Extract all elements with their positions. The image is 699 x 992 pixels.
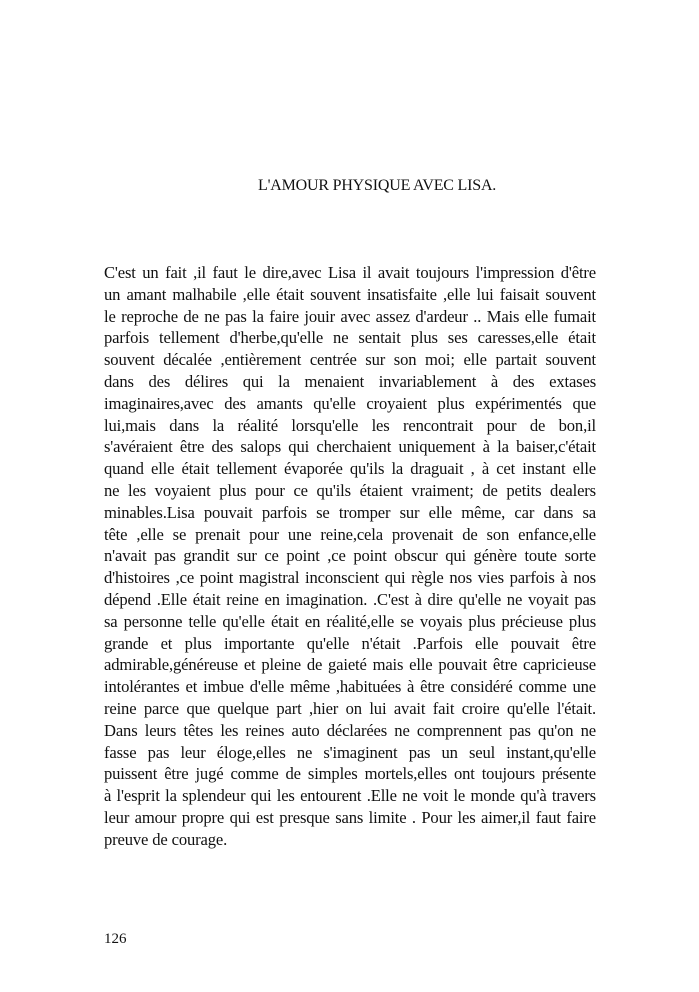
text-line: à l'esprit la splendeur qui les entourent .Elle ne voit le monde qu'à travers: [104, 786, 596, 806]
text-line: reine parce que quelque part ,hier on lui avait fait croire qu'elle l'était.: [104, 698, 596, 718]
text-line: le reproche de ne pas la faire jouir avec assez d'ardeur .. Mais elle fumait: [104, 306, 596, 326]
text-line: dans des délires qui la menaient invariablement à des extases: [104, 371, 596, 391]
text-line: dépend .Elle était reine en imagination. .C'est à dire qu'elle ne voyait pas: [104, 589, 596, 609]
text-line: parfois tellement d'herbe,qu'elle ne sentait plus ses caresses,elle était: [104, 328, 596, 348]
text-line: fasse pas leur éloge,elles ne s'imaginent pas un seul instant,qu'elle: [104, 742, 596, 762]
text-line: d'histoires ,ce point magistral inconscient qui règle nos vies parfois à nos: [104, 568, 596, 588]
text-line: ne les voyaient plus pour ce qu'ils étaient vraiment; de petits dealers: [104, 480, 596, 500]
chapter-title: L'AMOUR PHYSIQUE AVEC LISA.: [258, 177, 497, 194]
text-line: leur amour propre qui est presque sans limite . Pour les aimer,il faut faire: [104, 807, 596, 827]
text-line: n'avait pas grandit sur ce point ,ce point obscur qui génère toute sorte: [104, 546, 596, 566]
body-text: [104, 262, 596, 851]
text-line: preuve de courage.: [104, 829, 228, 849]
text-line: un amant malhabile ,elle était souvent insatisfaite ,elle lui faisait souvent: [104, 284, 596, 304]
text-line: quand elle était tellement évaporée qu'ils la draguait , à cet instant elle: [104, 459, 596, 479]
text-line: minables.Lisa pouvait parfois se tromper sur elle même, car dans sa: [104, 502, 596, 522]
text-line: C'est un fait ,il faut le dire,avec Lisa il avait toujours l'impression d'être: [104, 263, 596, 282]
text-line: intolérantes et imbue d'elle même ,habituées à être considéré comme une: [104, 677, 596, 697]
text-line: tête ,elle se prenait pour une reine,cela provenait de son enfance,elle: [104, 524, 596, 544]
text-line: sa personne telle qu'elle était en réalité,elle se voyais plus précieuse plus: [104, 611, 596, 631]
text-line: imaginaires,avec des amants qu'elle croyaient plus expérimentés que: [104, 393, 596, 413]
text-line: lui,mais dans la réalité lorsqu'elle les rencontrait pour de bon,il: [104, 415, 596, 435]
text-line: puissent être jugé comme de simples mortels,elles ont toujours présente: [104, 764, 596, 784]
page-number: 126: [104, 931, 127, 947]
text-line: admirable,généreuse et pleine de gaieté mais elle pouvait être capricieuse: [104, 655, 596, 675]
text-line: s'avéraient être des salops qui cherchaient uniquement à la baiser,c'était: [104, 437, 596, 457]
text-line: souvent décalée ,entièrement centrée sur son moi; elle partait souvent: [104, 350, 596, 370]
text-line: Dans leurs têtes les reines auto déclarées ne comprennent pas qu'on ne: [104, 720, 596, 740]
text-line: grande et plus importante qu'elle n'était .Parfois elle pouvait être: [104, 633, 596, 653]
